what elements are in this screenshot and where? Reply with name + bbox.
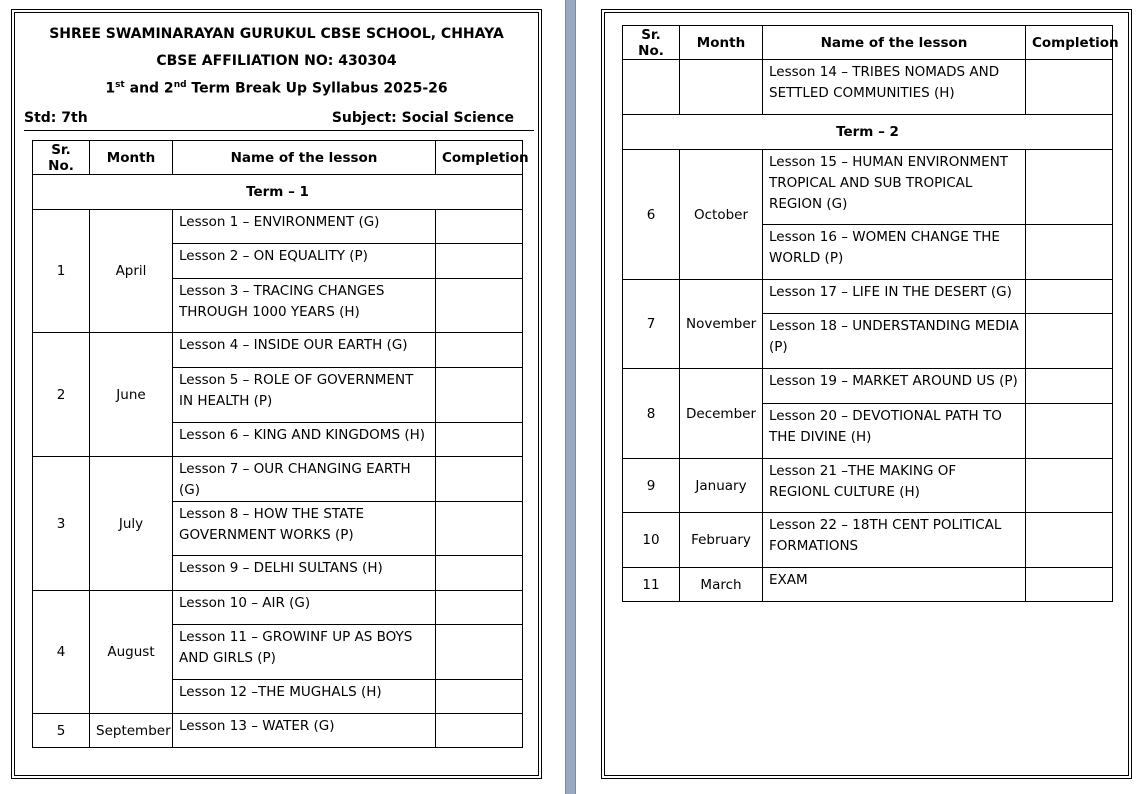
table-row xyxy=(33,591,523,625)
sr-no-cell: 11 xyxy=(623,568,680,602)
lesson-cell: Lesson 21 –THE MAKING OF REGIONL CULTURE (H) xyxy=(763,459,1026,513)
completion-cell xyxy=(436,680,523,714)
col-completion: Completion xyxy=(436,141,523,175)
lesson-cell: Lesson 17 – LIFE IN THE DESERT (G) xyxy=(763,280,1026,314)
lesson-cell: Lesson 20 – DEVOTIONAL PATH TO THE DIVINE (H) xyxy=(763,404,1026,459)
month-cell: February xyxy=(680,513,763,568)
table-row xyxy=(623,150,1113,225)
lesson-cell: Lesson 10 – AIR (G) xyxy=(173,591,436,625)
sr-no-cell: 10 xyxy=(623,513,680,568)
std-subject-line xyxy=(24,110,534,131)
month-cell: July xyxy=(90,457,173,591)
completion-cell xyxy=(1026,60,1113,115)
title-part: 1 xyxy=(105,80,116,97)
table-row xyxy=(623,60,1113,115)
lesson-cell: Lesson 8 – HOW THE STATE GOVERNMENT WORKS (P) xyxy=(173,502,436,556)
lesson-cell: Lesson 12 –THE MUGHALS (H) xyxy=(173,680,436,714)
table-row xyxy=(623,513,1113,568)
table-row xyxy=(623,369,1113,404)
month-cell: June xyxy=(90,333,173,457)
syllabus-table-term2 xyxy=(622,25,1119,602)
completion-cell xyxy=(436,244,523,279)
sr-no-cell: 4 xyxy=(33,591,90,714)
syllabus-table-term1 xyxy=(32,140,529,748)
page-border xyxy=(14,12,539,776)
subject-label: Subject: Social Science xyxy=(331,110,514,126)
completion-cell xyxy=(1026,314,1113,369)
lesson-cell: Lesson 9 – DELHI SULTANS (H) xyxy=(173,556,436,591)
completion-cell xyxy=(1026,513,1113,568)
document-page-2 xyxy=(601,9,1132,779)
document-page-1 xyxy=(11,9,542,779)
page-divider xyxy=(565,0,576,794)
lesson-cell: Lesson 13 – WATER (G) xyxy=(173,714,436,748)
completion-cell xyxy=(436,368,523,423)
sr-no-cell: 2 xyxy=(33,333,90,457)
page-border xyxy=(604,12,1129,776)
lesson-cell: EXAM xyxy=(763,568,1026,602)
completion-cell xyxy=(1026,404,1113,459)
col-month: Month xyxy=(90,141,173,175)
month-cell: October xyxy=(680,150,763,280)
term-2-label: Term – 2 xyxy=(623,115,1113,150)
lesson-cell: Lesson 18 – UNDERSTANDING MEDIA (P) xyxy=(763,314,1026,369)
sr-no-cell: 7 xyxy=(623,280,680,369)
table-header-row xyxy=(33,141,523,175)
term2-body xyxy=(623,60,1113,602)
table-row xyxy=(33,714,523,748)
completion-cell xyxy=(1026,225,1113,280)
table-row xyxy=(623,459,1113,513)
table-row xyxy=(33,210,523,244)
title-sup: nd xyxy=(173,80,187,90)
completion-cell xyxy=(1026,369,1113,404)
month-cell: November xyxy=(680,280,763,369)
term-row xyxy=(33,175,523,210)
term1-body xyxy=(33,175,523,748)
month-cell: August xyxy=(90,591,173,714)
title-part: Term Break Up Syllabus 2025-26 xyxy=(186,80,448,97)
month-cell: September xyxy=(90,714,173,748)
lesson-cell: Lesson 5 – ROLE OF GOVERNMENT IN HEALTH (P) xyxy=(173,368,436,423)
completion-cell xyxy=(436,457,523,502)
completion-cell xyxy=(436,591,523,625)
completion-cell xyxy=(436,714,523,748)
lesson-cell: Lesson 2 – ON EQUALITY (P) xyxy=(173,244,436,279)
table-header-row xyxy=(623,26,1113,60)
col-sr-no: Sr. No. xyxy=(623,26,680,60)
syllabus-title xyxy=(15,80,538,97)
sr-no-cell: 1 xyxy=(33,210,90,333)
std-label: Std: 7th xyxy=(24,110,88,126)
lesson-cell: Lesson 3 – TRACING CHANGES THROUGH 1000 YEARS (H) xyxy=(173,279,436,333)
month-cell: April xyxy=(90,210,173,333)
lesson-cell: Lesson 6 – KING AND KINGDOMS (H) xyxy=(173,423,436,457)
term-row xyxy=(623,115,1113,150)
lesson-cell: Lesson 16 – WOMEN CHANGE THE WORLD (P) xyxy=(763,225,1026,280)
completion-cell xyxy=(436,279,523,333)
completion-cell xyxy=(436,423,523,457)
table-row xyxy=(33,333,523,368)
col-lesson: Name of the lesson xyxy=(173,141,436,175)
col-completion: Completion xyxy=(1026,26,1113,60)
col-lesson: Name of the lesson xyxy=(763,26,1026,60)
sr-no-cell: 5 xyxy=(33,714,90,748)
completion-cell xyxy=(1026,280,1113,314)
title-sup: st xyxy=(115,80,125,90)
completion-cell xyxy=(1026,568,1113,602)
affiliation-number: CBSE AFFILIATION NO: 430304 xyxy=(156,53,397,69)
lesson-cell: Lesson 15 – HUMAN ENVIRONMENT TROPICAL AND SUB TROPICAL REGION (G) xyxy=(763,150,1026,225)
completion-cell xyxy=(436,333,523,368)
table-row xyxy=(623,280,1113,314)
lesson-cell: Lesson 14 – TRIBES NOMADS AND SETTLED COMMUNITIES (H) xyxy=(763,60,1026,115)
lesson-cell: Lesson 4 – INSIDE OUR EARTH (G) xyxy=(173,333,436,368)
completion-cell xyxy=(1026,150,1113,225)
sr-no-cell: 9 xyxy=(623,459,680,513)
sr-no-cell: 3 xyxy=(33,457,90,591)
table-row xyxy=(33,457,523,502)
term-1-label: Term – 1 xyxy=(33,175,523,210)
sr-cell xyxy=(623,60,680,115)
completion-cell xyxy=(436,502,523,556)
title-part: and 2 xyxy=(124,80,174,97)
col-month: Month xyxy=(680,26,763,60)
completion-cell xyxy=(436,556,523,591)
lesson-cell: Lesson 19 – MARKET AROUND US (P) xyxy=(763,369,1026,404)
completion-cell xyxy=(436,210,523,244)
school-name: SHREE SWAMINARAYAN GURUKUL CBSE SCHOOL, CHHAYA xyxy=(49,26,504,42)
month-cell: March xyxy=(680,568,763,602)
month-cell: December xyxy=(680,369,763,459)
lesson-cell: Lesson 22 – 18TH CENT POLITICAL FORMATIONS xyxy=(763,513,1026,568)
month-cell: January xyxy=(680,459,763,513)
completion-cell xyxy=(1026,459,1113,513)
col-sr-no: Sr. No. xyxy=(33,141,90,175)
lesson-cell: Lesson 11 – GROWINF UP AS BOYS AND GIRLS (P) xyxy=(173,625,436,680)
lesson-cell: Lesson 7 – OUR CHANGING EARTH (G) xyxy=(173,457,436,502)
sr-no-cell: 6 xyxy=(623,150,680,280)
table-row xyxy=(623,568,1113,602)
month-cell xyxy=(680,60,763,115)
completion-cell xyxy=(436,625,523,680)
sr-no-cell: 8 xyxy=(623,369,680,459)
lesson-cell: Lesson 1 – ENVIRONMENT (G) xyxy=(173,210,436,244)
